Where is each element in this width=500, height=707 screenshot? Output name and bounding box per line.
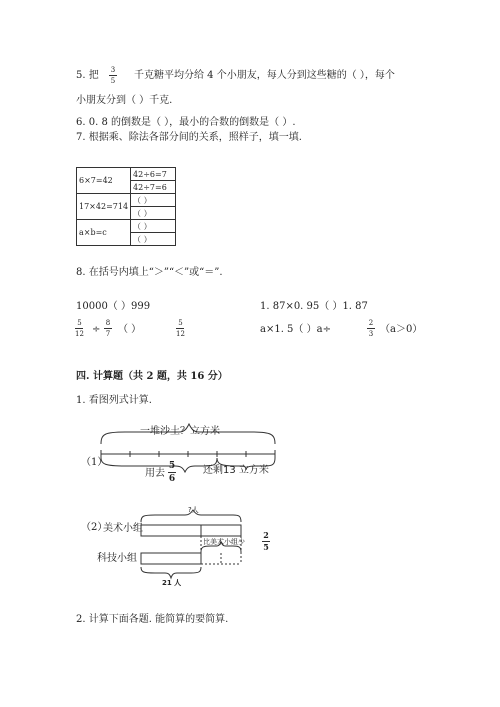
divide-sign: ÷ [92,324,101,335]
relation-table [76,167,176,246]
frac-num: 8 [105,319,111,327]
table-cell-r2-left: 17×42=714 [77,194,131,220]
frac-num: 2 [368,319,374,327]
q5-frac-num: 3 [110,66,116,74]
frac-den: 5 [263,542,269,552]
frac-num: 5 [77,319,82,327]
compare-1: 10000（ ）999 [76,301,151,312]
q7-text: 7. 根据乘、除法各部分间的关系，照样子，填一填. [76,132,302,143]
fig2-art-label: 美术小组 [103,523,143,534]
q8-text: 8. 在括号内填上“＞”“＜”或“＝”. [76,267,223,278]
compare-3-blank[interactable]: （ ） [118,324,142,335]
fig2-top-label: ?人 [188,506,199,514]
q5-line2: 小朋友分到（ ）千克. [76,95,173,106]
q5-frac-den: 5 [110,77,116,85]
fig2-less-fraction [262,531,270,552]
frac-num: 5 [168,461,176,471]
frac-num: 2 [263,530,269,540]
table-cell-r2-b[interactable]: （ ） [131,207,176,220]
fig1-label: （1） [81,457,108,468]
frac-5-12-b [176,319,185,338]
table-cell-r2-a[interactable]: （ ） [131,194,176,207]
section-title: 四. 计算题（共 2 题，共 16 分） [76,371,228,382]
frac-2-3 [367,319,375,338]
fig1-used-label: 用去 [145,468,165,479]
fig2-tech-label: 科技小组 [97,553,137,564]
frac-num: 5 [178,319,183,327]
q5-text: 千克糖平均分给 4 个小朋友，每人分到这些糖的（ ），每个 [134,70,395,81]
table-cell-r3-a[interactable]: （ ） [131,220,176,233]
frac-5-12-a [75,319,84,338]
fig1-used-fraction [168,461,176,484]
q2-text: 2. 计算下面各题. 能简算的要简算. [76,614,229,625]
frac-den: 3 [368,330,374,338]
frac-den: 12 [75,330,84,338]
compare-2: 1. 87×0. 95（ ）1. 87 [260,301,368,312]
table-cell-r1-a: 42÷6=7 [131,168,176,181]
table-cell-r1-left: 6×7=42 [77,168,131,194]
compare-4-right: （a＞0） [380,324,423,335]
table-cell-r3-b[interactable]: （ ） [131,233,176,246]
fig2-less-label: 比美术小组少 [203,538,245,546]
q1-text: 1. 看图列式计算. [76,395,152,406]
fig2-bottom-label: 21 人 [162,579,182,587]
table-cell-r3-left: a×b=c [77,220,131,246]
frac-den: 7 [105,330,111,338]
q5-fraction [109,66,117,85]
frac-den: 12 [176,330,185,338]
q5-prefix: 5. 把 [76,70,99,81]
frac-den: 6 [168,474,176,484]
q6-text: 6. 0. 8 的倒数是（ ），最小的合数的倒数是（ ）. [76,117,296,128]
fig1-top-label: 一堆沙土？立方米 [140,426,220,437]
fig1-left-label: 还剩13 立方米 [203,465,269,476]
compare-4-left: a×1. 5（ ）a÷ [260,324,331,335]
frac-8-7 [104,319,112,338]
fig2-label: （2） [81,522,108,533]
table-cell-r1-b: 42÷7=6 [131,181,176,194]
